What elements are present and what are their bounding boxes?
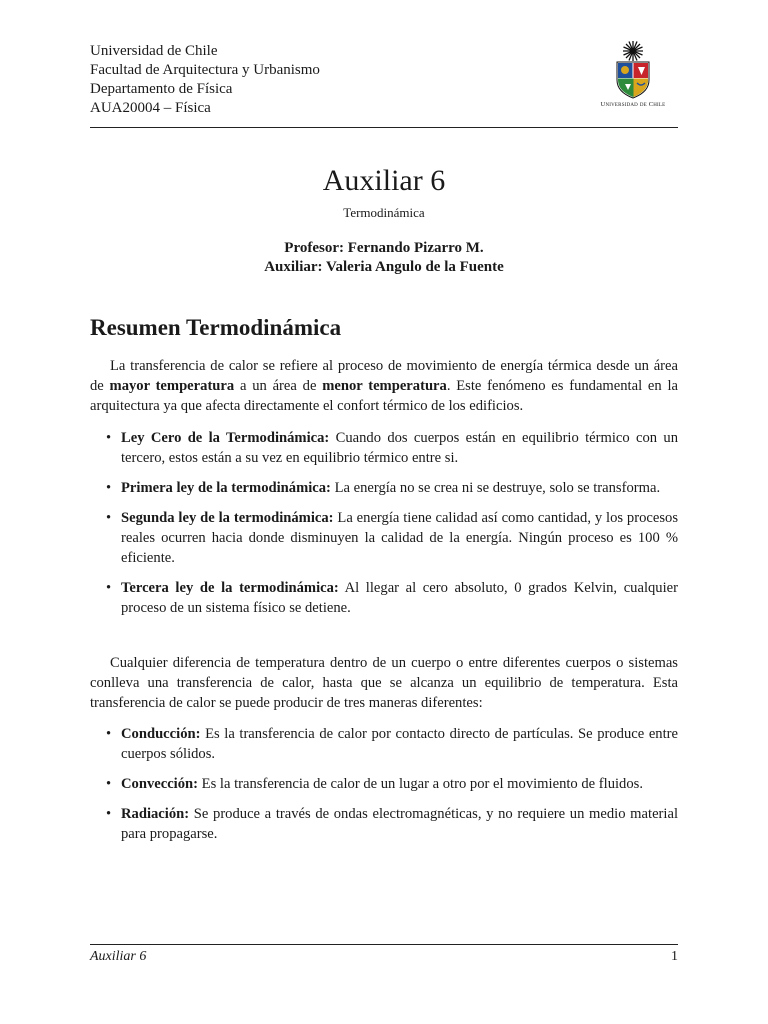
intro-emphasis-2: menor temperatura <box>322 378 447 394</box>
document-title: Auxiliar 6 <box>322 164 446 197</box>
list-item-text: Es la transferencia de calor de un lugar a otro por el movimiento de fluidos. <box>198 776 643 792</box>
thermodynamics-laws-list <box>90 428 678 628</box>
list-item-term: Segunda ley de la termodinámica: <box>121 510 334 526</box>
section-heading: Resumen Termodinámica <box>90 315 342 340</box>
list-item-term: Radiación: <box>121 806 190 822</box>
list-item-text: Es la transferencia de calor por contacto directo de partículas. Se produce entre cuerpos sólidos. <box>121 726 678 762</box>
list-item-text: La energía no se crea ni se destruye, solo se transforma. <box>330 480 661 496</box>
university-crest-icon <box>611 40 655 100</box>
logo-caption: Universidad de Chile <box>600 101 666 108</box>
university-name: Universidad de Chile <box>90 43 218 59</box>
list-item <box>90 804 678 844</box>
bullet-icon: • <box>106 806 112 822</box>
list-item-text: La energía tiene calidad así como cantidad, y los procesos reales ocurren hacia donde disminuyen la calidad de la energía. Ningún proceso es 100 % eficiente. <box>121 510 678 566</box>
bullet-icon: • <box>106 580 112 596</box>
department-name: Departamento de Física <box>90 81 233 97</box>
list-item-text: Al llegar al cero absoluto, 0 grados Kelvin, cualquier proceso de un sistema físico se detiene. <box>121 580 678 616</box>
assistant-line: Auxiliar: Valeria Angulo de la Fuente <box>264 259 504 275</box>
list-item <box>90 508 678 568</box>
bullet-icon: • <box>106 480 112 496</box>
intro-text-1: La transferencia de calor se refiere al proceso de movimiento de energía térmica desde un área de <box>90 358 678 394</box>
list-item-term: Tercera ley de la termodinámica: <box>121 580 339 596</box>
list-item-term: Convección: <box>121 776 199 792</box>
intro-emphasis-1: mayor temperatura <box>109 378 235 394</box>
transfer-intro-paragraph: Cualquier diferencia de temperatura dentro de un cuerpo o entre diferentes cuerpos o sistemas conlleva una transferencia de calor, hasta que se alcanza un equilibrio de temperatura. Esta transferencia de calor se puede producir de tres maneras diferentes: <box>90 655 678 711</box>
list-item <box>90 478 678 498</box>
list-item <box>90 774 678 794</box>
list-item-term: Conducción: <box>121 726 201 742</box>
university-logo <box>588 40 678 114</box>
faculty-name: Facultad de Arquitectura y Urbanismo <box>90 62 320 78</box>
footer-divider <box>90 944 678 945</box>
list-item <box>90 724 678 764</box>
page-number: 1 <box>671 949 678 964</box>
footer-title: Auxiliar 6 <box>90 949 147 964</box>
heat-transfer-modes-list <box>90 724 678 854</box>
list-item-term: Ley Cero de la Termodinámica: <box>121 430 330 446</box>
professor-line: Profesor: Fernando Pizarro M. <box>284 240 484 256</box>
course-code: AUA20004 – Física <box>90 100 211 116</box>
bullet-icon: • <box>106 510 112 526</box>
bullet-icon: • <box>106 726 112 742</box>
list-item-text: Se produce a través de ondas electromagnéticas, y no requiere un medio material para propagarse. <box>121 806 678 842</box>
bullet-icon: • <box>106 430 112 446</box>
list-item <box>90 578 678 618</box>
document-subtitle: Termodinámica <box>343 205 425 220</box>
institution-block <box>90 42 320 118</box>
header-divider <box>90 127 678 128</box>
intro-paragraph <box>90 356 678 416</box>
list-item-text: Cuando dos cuerpos están en equilibrio térmico con un tercero, estos están a su vez en equilibrio térmico entre si. <box>121 430 678 466</box>
page-header <box>90 40 678 126</box>
intro-text-3: . Este fenómeno es fundamental en la arquitectura ya que afecta directamente el confort térmico de los edificios. <box>90 378 678 414</box>
list-item-term: Primera ley de la termodinámica: <box>121 480 331 496</box>
authors-block <box>0 239 768 277</box>
bullet-icon: • <box>106 776 112 792</box>
intro-text-2: a un área de <box>234 378 323 394</box>
list-item <box>90 428 678 468</box>
